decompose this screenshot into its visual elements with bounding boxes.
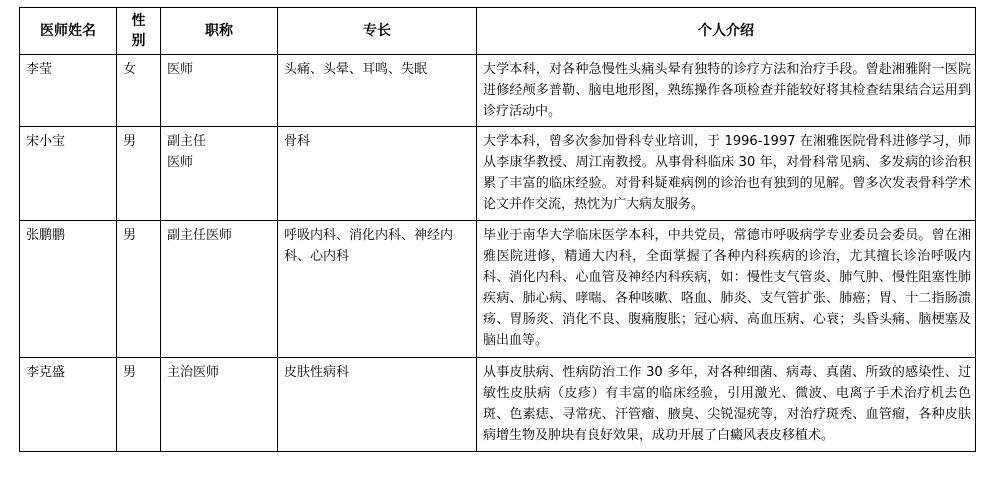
header-intro: 个人介绍 <box>477 8 976 55</box>
cell-doctor-name: 张鹏鹏 <box>20 221 117 358</box>
cell-gender: 男 <box>117 127 161 221</box>
table-row <box>20 55 976 127</box>
header-row <box>20 8 976 55</box>
cell-intro: 毕业于南华大学临床医学本科，中共党员，常德市呼吸病学专业委员会委员。曾在湘雅医院进修，精通大内科，全面掌握了各种内科疾病的诊治，尤其擅长诊治呼吸内科、消化内科、心血管及神经内科疾病，如：慢性支气管炎、肺气肿、慢性阻塞性肺疾病、肺心病、哮喘、各种咳嗽、咯血、肺炎、支气管扩张、肺癌；胃、十二指肠溃疡、胃肠炎、消化不良、腹痛腹胀；冠心病、高血压病、心衰；头昏头痛、脑梗塞及脑出血等。 <box>477 221 976 358</box>
cell-gender: 女 <box>117 55 161 127</box>
cell-intro: 大学本科，对各种急慢性头痛头晕有独特的诊疗方法和治疗手段。曾赴湘雅附一医院进修经颅多普勒、脑电地形图，熟练操作各项检查并能较好将其检查结果结合运用到诊疗活动中。 <box>477 55 976 127</box>
cell-specialty: 呼吸内科、消化内科、神经内科、心内科 <box>278 221 477 358</box>
cell-doctor-name: 李莹 <box>20 55 117 127</box>
cell-title: 医师 <box>161 55 278 127</box>
cell-doctor-name: 宋小宝 <box>20 127 117 221</box>
cell-gender: 男 <box>117 221 161 358</box>
header-specialty: 专长 <box>278 8 477 55</box>
cell-specialty: 骨科 <box>278 127 477 221</box>
table-row <box>20 127 976 221</box>
header-name: 医师姓名 <box>20 8 117 55</box>
cell-title: 副主任 医师 <box>161 127 278 221</box>
cell-title: 副主任医师 <box>161 221 278 358</box>
cell-specialty: 头痛、头晕、耳鸣、失眠 <box>278 55 477 127</box>
cell-doctor-name: 李克盛 <box>20 358 117 452</box>
cell-title: 主治医师 <box>161 358 278 452</box>
table-row <box>20 358 976 452</box>
header-gender: 性 别 <box>117 8 161 55</box>
cell-intro: 大学本科，曾多次参加骨科专业培训，于 1996-1997 在湘雅医院骨科进修学习，师从李康华教授、周江南教授。从事骨科临床 30 年，对骨科常见病、多发病的诊治积累了丰富的临床经验。对骨科疑难病例的诊治也有独到的见解。曾多次发表骨科学术论文并作交流，热忱为广大病友服务。 <box>477 127 976 221</box>
cell-intro: 从事皮肤病、性病防治工作 30 多年，对各种细菌、病毒、真菌、所致的感染性、过敏性皮肤病（皮疹）有丰富的临床经验，引用激光、微波、电离子手术治疗机去色斑、色素痣、寻常疣、汗管瘤、腋臭、尖锐湿疣等，对治疗斑秃、血管瘤，各种皮肤病增生物及肿块有良好效果，成功开展了白癜风表皮移植术。 <box>477 358 976 452</box>
doctor-table <box>19 7 976 452</box>
header-title: 职称 <box>161 8 278 55</box>
cell-gender: 男 <box>117 358 161 452</box>
table-row <box>20 221 976 358</box>
cell-specialty: 皮肤性病科 <box>278 358 477 452</box>
